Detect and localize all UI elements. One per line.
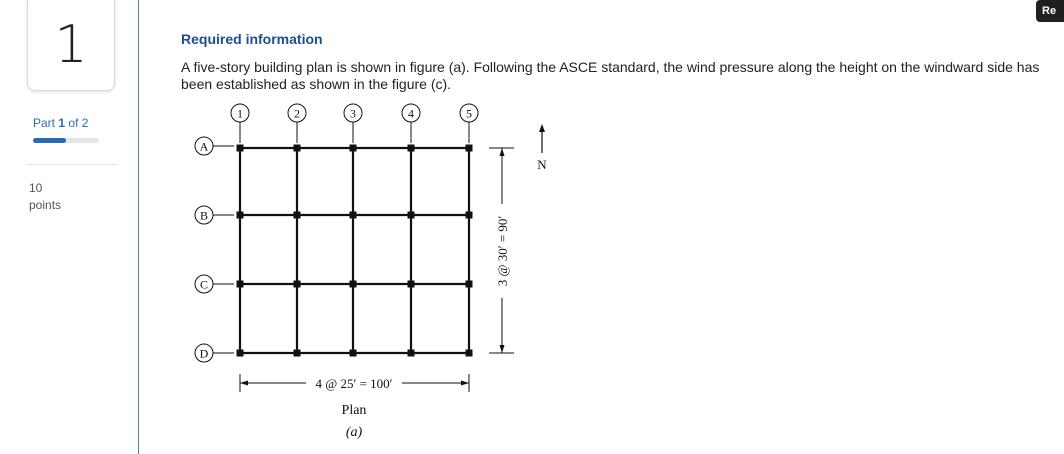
building-plan-figure	[188, 100, 568, 454]
part-indicator	[33, 116, 88, 130]
column-markers	[231, 104, 478, 143]
horizontal-dimension-label: 4 @ 25′ = 100′	[315, 376, 393, 391]
column-label-2: 2	[294, 106, 300, 121]
corner-button[interactable]: Re	[1036, 0, 1064, 22]
points-label: points	[29, 198, 62, 212]
column-label-3: 3	[350, 106, 356, 121]
row-marker-B	[195, 206, 234, 224]
row-markers	[195, 137, 234, 362]
row-label-A: A	[199, 139, 209, 154]
part-current: 1	[58, 116, 66, 130]
row-label-B: B	[199, 208, 209, 223]
vertical-dimension	[489, 148, 514, 353]
column-marker-5	[460, 104, 478, 143]
row-marker-A	[195, 137, 234, 155]
rail-divider	[27, 164, 117, 165]
content-divider	[138, 0, 139, 454]
row-label-C: C	[199, 277, 209, 292]
north-arrow-icon	[537, 124, 547, 172]
points-block	[29, 180, 61, 214]
horizontal-dimension	[240, 374, 469, 392]
column-label-5: 5	[466, 106, 472, 121]
part-total: of 2	[68, 116, 89, 130]
column-nodes	[237, 145, 473, 357]
plan-grid	[240, 148, 469, 353]
column-label-1: 1	[237, 106, 243, 121]
column-marker-2	[288, 104, 306, 143]
part-progress-fill	[33, 138, 66, 143]
column-label-4: 4	[408, 106, 414, 121]
column-marker-1	[231, 104, 249, 143]
points-value: 10	[29, 181, 43, 195]
question-number: 1	[54, 15, 88, 75]
row-label-D: D	[199, 346, 209, 361]
figure-caption: Plan	[341, 403, 367, 418]
part-progress-bar	[33, 138, 99, 143]
row-marker-C	[195, 275, 234, 293]
column-marker-4	[402, 104, 420, 143]
figure-sub-caption: (a)	[345, 425, 363, 440]
required-info-body: A five-story building plan is shown in figure (a). Following the ASCE standard, the wind pressure along the height on the windward side has been established as shown in the figure (c).	[181, 59, 1040, 92]
part-prefix: Part	[33, 116, 56, 130]
column-marker-3	[344, 104, 362, 143]
required-info-title: Required information	[181, 31, 323, 47]
plan-drawing	[188, 100, 568, 454]
row-marker-D	[195, 344, 234, 362]
question-number-card	[27, 0, 115, 91]
north-label: N	[537, 157, 547, 172]
vertical-dimension-label: 3 @ 30′ = 90′	[495, 215, 510, 287]
